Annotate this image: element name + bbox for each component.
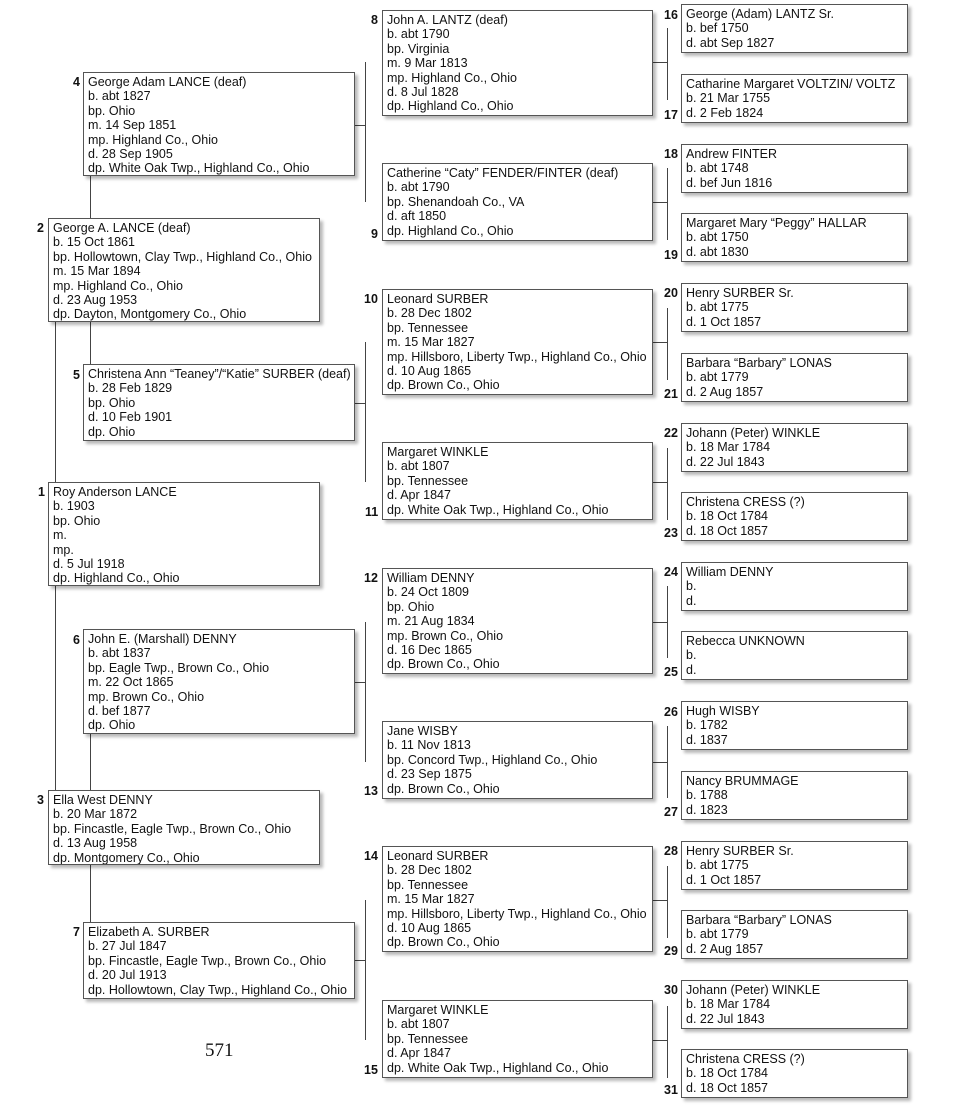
person-name: Leonard SURBER [387,292,489,306]
person-detail: m. 14 Sep 1851 [88,118,177,133]
person-name: Johann (Peter) WINKLE [686,426,821,440]
person-27-number: 27 [664,805,678,819]
person-detail: bp. Ohio [53,513,101,528]
person-25-box [681,631,908,680]
person-27-box [681,771,908,820]
person-3-box [48,790,320,865]
person-detail: d. 28 Sep 1905 [88,147,173,162]
person-detail: dp. White Oak Twp., Highland Co., Ohio [387,502,609,517]
person-detail: d. abt Sep 1827 [686,35,775,50]
person-detail: mp. Hillsboro, Liberty Twp., Highland Co., Ohio [387,349,647,364]
person-5-number: 5 [73,368,80,382]
person-28-box [681,841,908,890]
person-detail: dp. Highland Co., Ohio [53,571,180,586]
person-detail: b. 28 Dec 1802 [387,863,472,878]
person-detail: bp. Fincastle, Eagle Twp., Brown Co., Ohio [53,821,292,836]
person-detail: bp. Tennessee [387,877,469,892]
person-30-number: 30 [664,983,678,997]
person-name: George Adam LANCE (deaf) [88,75,247,89]
connector-line [652,342,667,343]
person-detail: bp. Ohio [387,599,435,614]
person-25-number: 25 [664,665,678,679]
person-detail: b. abt 1748 [686,161,749,176]
connector-line [365,62,366,202]
person-detail: b. abt 1775 [686,300,749,315]
person-detail: d. abt 1830 [686,244,749,259]
person-detail: b. 27 Jul 1847 [88,939,167,954]
person-name: Barbara “Barbary” LONAS [686,356,832,370]
person-detail: dp. White Oak Twp., Highland Co., Ohio [88,161,310,176]
person-21-box [681,353,908,402]
person-name: Henry SURBER Sr. [686,286,794,300]
person-detail: d. 22 Jul 1843 [686,1011,765,1026]
person-detail: mp. [53,542,74,557]
person-detail: m. 15 Mar 1894 [53,264,141,279]
person-4-number: 4 [73,75,80,89]
person-detail: b. 24 Oct 1809 [387,585,470,600]
person-name: Margaret WINKLE [387,1003,489,1017]
person-detail: bp. Eagle Twp., Brown Co., Ohio [88,660,270,675]
person-name: John E. (Marshall) DENNY [88,632,237,646]
person-name: John A. LANTZ (deaf) [387,13,508,27]
connector-line [667,448,668,520]
person-5-box [83,364,355,441]
person-18-box [681,144,908,193]
person-detail: bp. Fincastle, Eagle Twp., Brown Co., Ohio [88,953,327,968]
connector-line [652,202,667,203]
person-23-number: 23 [664,526,678,540]
person-14-number: 14 [364,849,378,863]
person-detail: d. 18 Oct 1857 [686,523,769,538]
person-detail: dp. Dayton, Montgomery Co., Ohio [53,307,247,322]
person-detail: mp. Highland Co., Ohio [387,70,517,85]
person-detail: bp. Ohio [88,103,136,118]
person-detail: b. 20 Mar 1872 [53,807,138,822]
connector-line [55,320,56,488]
person-detail: m. 15 Mar 1827 [387,892,475,907]
person-detail: b. 28 Dec 1802 [387,306,472,321]
person-detail: b. abt 1837 [88,646,151,661]
person-26-box [681,701,908,750]
person-30-box [681,980,908,1029]
person-name: Catharine Margaret VOLTZIN/ VOLTZ [686,77,896,91]
person-17-box [681,74,908,123]
person-detail: mp. Hillsboro, Liberty Twp., Highland Co., Ohio [387,906,647,921]
person-detail: bp. Tennessee [387,320,469,335]
person-6-number: 6 [73,633,80,647]
connector-line [667,168,668,240]
person-3-number: 3 [37,793,44,807]
person-22-number: 22 [664,426,678,440]
person-28-number: 28 [664,844,678,858]
person-detail: b. abt 1807 [387,1017,450,1032]
person-24-number: 24 [664,565,678,579]
person-detail: b. 1788 [686,788,728,803]
connector-line [55,585,56,790]
person-detail: b. abt 1827 [88,89,151,104]
person-detail: b. abt 1790 [387,27,450,42]
connector-line [90,864,91,924]
person-20-box [681,283,908,332]
person-2-number: 2 [37,221,44,235]
connector-line [355,682,365,683]
person-name: Barbara “Barbary” LONAS [686,913,832,927]
connector-line [90,176,91,220]
person-4-box [83,72,355,176]
person-name: Andrew FINTER [686,147,777,161]
person-detail: b. [686,648,697,663]
person-detail: d. 16 Dec 1865 [387,643,472,658]
person-19-number: 19 [664,248,678,262]
person-name: William DENNY [686,565,774,579]
person-detail: m. 21 Aug 1834 [387,614,475,629]
person-detail: dp. Brown Co., Ohio [387,781,500,796]
person-detail: b. 18 Oct 1784 [686,1066,769,1081]
person-detail: d. 1 Oct 1857 [686,314,762,329]
person-detail: d. 10 Aug 1865 [387,364,472,379]
person-detail: dp. Highland Co., Ohio [387,223,514,238]
connector-line [355,125,365,126]
person-name: Christena Ann “Teaney”/“Katie” SURBER (deaf) [88,367,351,381]
person-detail: bp. Hollowtown, Clay Twp., Highland Co., Ohio [53,249,312,264]
person-detail: b. 15 Oct 1861 [53,235,136,250]
connector-line [365,342,366,482]
person-detail: d. [686,593,697,608]
connector-line [652,622,667,623]
person-detail: b. 21 Mar 1755 [686,91,771,106]
person-detail: b. 28 Feb 1829 [88,381,173,396]
person-16-box [681,4,908,53]
person-7-box [83,922,355,999]
person-detail: d. bef 1877 [88,704,151,719]
person-name: Catherine “Caty” FENDER/FINTER (deaf) [387,166,619,180]
person-detail: d. 20 Jul 1913 [88,968,167,983]
person-detail: d. 2 Aug 1857 [686,941,764,956]
person-name: Christena CRESS (?) [686,1052,805,1066]
person-detail: dp. Hollowtown, Clay Twp., Highland Co., Ohio [88,982,347,997]
person-name: Hugh WISBY [686,704,760,718]
person-name: Jane WISBY [387,724,458,738]
connector-line [365,900,366,1040]
person-15-number: 15 [364,1063,378,1077]
person-19-box [681,213,908,262]
person-detail: bp. Virginia [387,41,450,56]
person-detail: b. abt 1807 [387,459,450,474]
person-detail: dp. Ohio [88,718,136,733]
person-12-number: 12 [364,571,378,585]
connector-line [652,482,667,483]
person-detail: b. bef 1750 [686,21,749,36]
person-2-box [48,218,320,322]
person-detail: d. 10 Feb 1901 [88,410,173,425]
person-detail: d. 8 Jul 1828 [387,85,459,100]
person-detail: dp. Montgomery Co., Ohio [53,850,200,865]
person-detail: dp. Brown Co., Ohio [387,378,500,393]
connector-line [667,308,668,380]
person-8-number: 8 [371,13,378,27]
person-name: William DENNY [387,571,475,585]
connector-line [90,734,91,790]
person-11-box [382,442,653,520]
person-detail: mp. Highland Co., Ohio [88,132,218,147]
person-name: Johann (Peter) WINKLE [686,983,821,997]
person-29-box [681,910,908,959]
person-detail: dp. Brown Co., Ohio [387,935,500,950]
person-detail: bp. Shenandoah Co., VA [387,194,525,209]
person-10-box [382,289,653,395]
connector-line [652,762,667,763]
person-detail: b. abt 1750 [686,230,749,245]
person-detail: d. 2 Feb 1824 [686,105,764,120]
person-detail: b. 1903 [53,499,95,514]
person-detail: m. [53,528,67,543]
person-22-box [681,423,908,472]
person-detail: bp. Tennessee [387,473,469,488]
person-name: Christena CRESS (?) [686,495,805,509]
person-24-box [681,562,908,611]
person-detail: d. 5 Jul 1918 [53,557,125,572]
person-31-number: 31 [664,1083,678,1097]
connector-line [652,62,667,63]
person-21-number: 21 [664,387,678,401]
person-29-number: 29 [664,944,678,958]
person-detail: d. bef Jun 1816 [686,175,773,190]
person-detail: b. 1782 [686,718,728,733]
person-name: Henry SURBER Sr. [686,844,794,858]
person-detail: d. 23 Aug 1953 [53,293,138,308]
person-detail: d. 22 Jul 1843 [686,454,765,469]
connector-line [667,28,668,100]
person-detail: d. aft 1850 [387,209,447,224]
person-name: Rebecca UNKNOWN [686,634,805,648]
person-13-box [382,721,653,799]
connector-line [652,1040,667,1041]
person-detail: d. 18 Oct 1857 [686,1080,769,1095]
person-1-box [48,482,320,586]
person-17-number: 17 [664,108,678,122]
person-detail: bp. Concord Twp., Highland Co., Ohio [387,752,598,767]
person-name: Elizabeth A. SURBER [88,925,210,939]
person-detail: mp. Highland Co., Ohio [53,278,183,293]
person-detail: b. 18 Oct 1784 [686,509,769,524]
person-23-box [681,492,908,541]
person-9-number: 9 [371,227,378,241]
person-detail: d. 13 Aug 1958 [53,836,138,851]
person-detail: m. 22 Oct 1865 [88,675,174,690]
person-15-box [382,1000,653,1078]
person-detail: d. 23 Sep 1875 [387,767,472,782]
person-detail: b. [686,579,697,594]
person-18-number: 18 [664,147,678,161]
page-number: 571 [205,1040,234,1061]
person-detail: b. 11 Nov 1813 [387,738,471,753]
person-10-number: 10 [364,292,378,306]
person-detail: b. 18 Mar 1784 [686,997,771,1012]
person-detail: dp. Brown Co., Ohio [387,657,500,672]
connector-line [667,1006,668,1078]
person-detail: bp. Tennessee [387,1031,469,1046]
person-name: Margaret WINKLE [387,445,489,459]
connector-line [652,900,667,901]
person-14-box [382,846,653,952]
person-name: Leonard SURBER [387,849,489,863]
connector-line [90,320,91,366]
person-detail: b. abt 1790 [387,180,450,195]
person-16-number: 16 [664,8,678,22]
person-detail: mp. Brown Co., Ohio [387,628,504,643]
person-detail: b. abt 1779 [686,370,749,385]
person-20-number: 20 [664,286,678,300]
person-11-number: 11 [365,505,379,519]
connector-line [667,586,668,658]
person-9-box [382,163,653,241]
person-detail: mp. Brown Co., Ohio [88,689,205,704]
person-name: Ella West DENNY [53,793,153,807]
connector-line [355,960,365,961]
person-detail: dp. Ohio [88,424,136,439]
connector-line [365,622,366,762]
person-31-box [681,1049,908,1098]
person-name: Nancy BRUMMAGE [686,774,799,788]
person-12-box [382,568,653,674]
person-detail: d. 1 Oct 1857 [686,872,762,887]
person-detail: dp. Highland Co., Ohio [387,99,514,114]
person-6-box [83,629,355,734]
person-detail: bp. Ohio [88,395,136,410]
person-detail: b. abt 1779 [686,927,749,942]
person-detail: d. 1837 [686,732,728,747]
connector-line [667,866,668,938]
person-detail: d. 1823 [686,802,728,817]
person-7-number: 7 [73,925,80,939]
person-13-number: 13 [364,784,378,798]
person-detail: d. 2 Aug 1857 [686,384,764,399]
person-detail: b. 18 Mar 1784 [686,440,771,455]
person-detail: m. 9 Mar 1813 [387,56,468,71]
person-1-number: 1 [38,485,45,499]
person-name: Margaret Mary “Peggy” HALLAR [686,216,867,230]
person-detail: dp. White Oak Twp., Highland Co., Ohio [387,1060,609,1075]
person-8-box [382,10,653,116]
person-name: George A. LANCE (deaf) [53,221,191,235]
person-26-number: 26 [664,705,678,719]
person-detail: m. 15 Mar 1827 [387,335,475,350]
person-detail: d. Apr 1847 [387,488,451,503]
person-detail: d. [686,662,697,677]
connector-line [667,726,668,798]
person-detail: b. abt 1775 [686,858,749,873]
person-detail: d. 10 Aug 1865 [387,921,472,936]
person-name: Roy Anderson LANCE [53,485,177,499]
person-name: George (Adam) LANTZ Sr. [686,7,834,21]
connector-line [355,403,365,404]
person-detail: d. Apr 1847 [387,1046,451,1061]
